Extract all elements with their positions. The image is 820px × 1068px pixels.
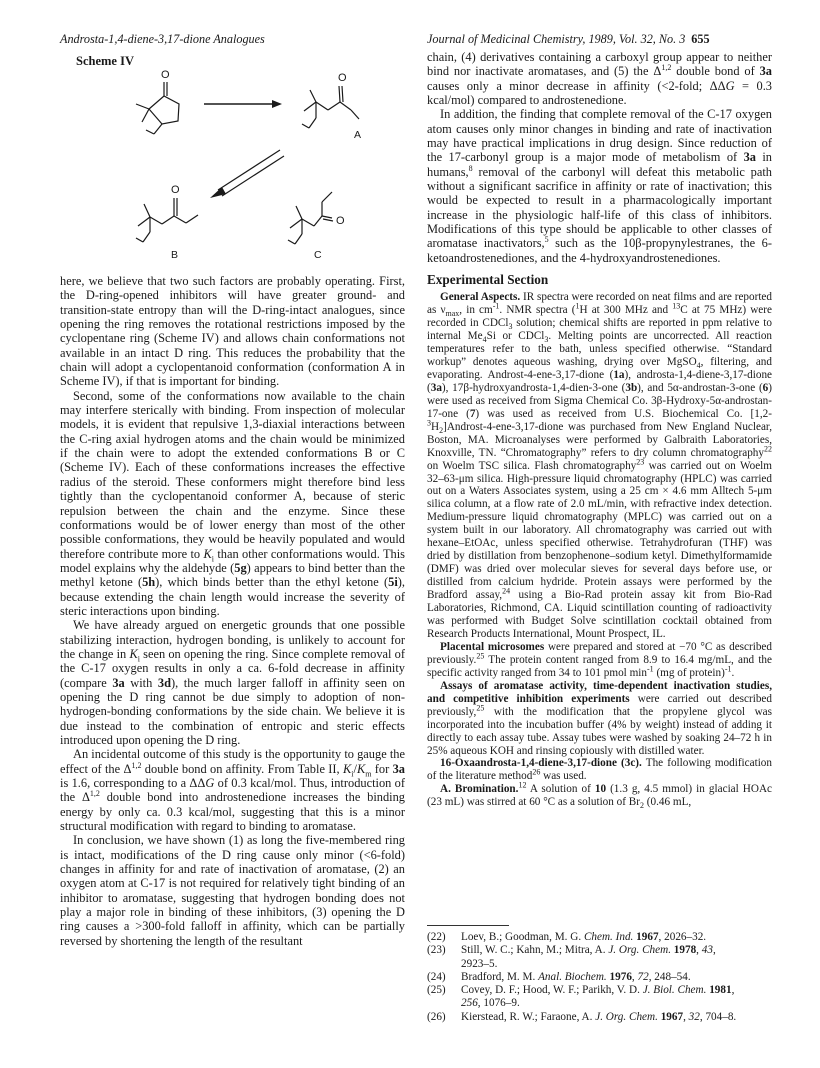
reference-item <box>427 1011 772 1024</box>
reference-number: (22) <box>427 931 446 943</box>
reference-number: (26) <box>427 1010 446 1023</box>
conformation-b-structure <box>136 198 198 242</box>
footnote-divider <box>427 925 509 926</box>
reference-text: Still, W. C.; Kahn, M.; Mitra, A. J. Org. Chem. 1978, 43, 2923–5. <box>461 944 772 971</box>
reference-item <box>427 931 772 944</box>
reference-continuation: 2923–5. <box>461 957 498 970</box>
conformation-c-structure <box>288 192 333 244</box>
reference-text: Covey, D. F.; Hood, W. F.; Parikh, V. D. J. Biol. Chem. 1981, 256, 1076–9. <box>461 984 772 1011</box>
label-a: A <box>354 129 362 141</box>
paragraph: In addition, the finding that complete removal of the C-17 oxygen atom causes only minor changes in binding and rate of inactivation may have practical implications in drug design. Since reduction of the 17-carbonyl group is a major mode of metabolism of 3a in humans,$^8$ removal of the carbonyl will defeat this metabolic path without a significant sacrifice in affinity or rate of inactivation; this would be expected to result in a pharmacologically important increase in the physiologic half-life of this class of inhibitors. Modifications of this type should be applicable to other classes of aromatase inactivators,$^5$ such as the 10β-propynylestranes, the 6-ketoandrostenediones, and the 4-hydroxyandrostenediones. <box>427 107 772 265</box>
running-header-title: Androsta-1,4-diene-3,17-dione Analogues <box>60 32 265 46</box>
atom-o-mid-left: O <box>171 184 180 196</box>
reference-item <box>427 971 772 984</box>
paragraph: Assays of aromatase activity, time-dependent inactivation studies, and competitive inhibition experiments were carried out described previously,$^{25}$ with the modification that the propylene glycol was incorporated into the incubation buffer (4% by weight) instead of adding it directly to each assay tube. Assay tubes were washed by soaking 24–72 h in 25% aqueous KOH and rinsing copiously with distilled water. <box>427 679 772 757</box>
running-header-journal <box>427 32 710 47</box>
scheme-iv-diagram <box>76 66 396 266</box>
page-number: 655 <box>691 32 710 46</box>
paragraph: An incidental outcome of this study is the opportunity to gauge the effect of the Δ$^{1,2}$ double bond on affinity. From Table II, $K_i/K_m$ for 3a is 1.6, corresponding to a ΔΔG of 0.3 kcal/mol. Thus, introduction of the Δ$^{1,2}$ double bond into androstenedione increases the binding energy by only ca. 0.3 kcal/mol, suggesting that this is a minor structural modification with regard to binding to aromatase. <box>60 747 405 834</box>
reaction-arrow-top <box>204 100 282 108</box>
ring-structure-top-left <box>136 82 179 134</box>
paragraph: chain, (4) derivatives containing a carboxyl group appear to neither bind nor inactivate aromatases, and (5) the Δ$^{1,2}$ double bond of 3a causes only a minor decrease in affinity (<2-fold; ΔΔG = 0.3 kcal/mol) compared to androstenedione. <box>427 50 772 108</box>
paragraph: Placental microsomes were prepared and stored at −70 °C as described previously.$^{25}$ The protein content ranged from 8.9 to 16.4 mg/mL, and the specific activity ranged from 34 to 101 pmol $\min^{-1} (mg$ of protein)$^{-1}$. <box>427 640 772 679</box>
reference-text: Loev, B.; Goodman, M. G. Chem. Ind. 1967, 2026–32. <box>461 931 707 943</box>
journal-citation: Journal of Medicinal Chemistry, 1989, Vol. 32, No. 3 <box>427 32 686 46</box>
scheme-title: Scheme IV <box>76 54 134 68</box>
equilibrium-double-arrow <box>210 150 284 198</box>
paragraph: here, we believe that two such factors are probably operating. First, the D-ring-opened inhibitors will have greater ground- and transition-state entropy than will the D-ring-intact analogues, since opening the ring removes the rotational restrictions imposed by the cyclopentane ring (Scheme IV) and allows chain conformations not available in an intact D ring. This reduces the probability that the chain will adopt a cyclopentanoid conformation (conformation A in Scheme IV), if that is important for binding. <box>60 274 405 389</box>
paragraph: 16-Oxaandrosta-1,4-diene-3,17-dione (3c). The following modification of the literature method$^{26}$ was used. <box>427 757 772 783</box>
label-b: B <box>171 249 179 261</box>
conformation-a-structure <box>302 86 359 128</box>
reference-text: Kierstead, R. W.; Faraone, A. J. Org. Chem. 1967, 32, 704–8. <box>461 1010 737 1023</box>
right-column <box>427 50 772 809</box>
paragraph: General Aspects. IR spectra were recorded on neat films and are reported as $\nu_{max}$, in $cm^{-1}$. NMR spectra ($^1$H at 300 MHz and $^{13}$C at 75 MHz) were recorded in CDCl$_3$ solution; chemical shifts are reported in ppm relative to internal $Me_4Si$ or CDCl$_3$. Melting points are uncorrected. All reaction temperatures refer to the bath, unless specified otherwise. “Standard workup” denotes aqueous washing, drying over MgSO$_4$, filtering, and evaporating. Androst-4-ene-3,17-dione (1a), androsta-1,4-diene-3,17-dione (3a), 17β-hydroxyandrosta-1,4-dien-3-one (3b), and 5α-androstan-3-one (6) were used as received from Sigma Chemical Co. 3β-Hydroxy-5α-androstan-17-one (7) was used as received from U.S. Biochemical Co. $[1,2-^3H_2]Androst-4-ene-3,17$-dione was purchased from New England Nuclear, Boston, MA. Microanalyses were performed by Galbraith Laboratories, Knoxville, TN. “Chromatography” refers to dry column chromatography$^{22}$ on Woelm TSC silica. Flash chromatography$^{23}$ was carried out on Woelm 32–63-μm silica. High-pressure liquid chromatography (HPLC) was carried out on a Waters Associates system, using a 25 cm × 4.6 mm Alltech 5-μm silica column, at a flow rate of 2.0 mL/min, with refractive index detection. Medium-pressure liquid chromatography (MPLC) was carried out on a system built in our laboratory. All chromatography was carried out with hexane–EtOAc, unless specified otherwise. Tetrahydrofuran (THF) was dried by distillation from benzophenone–sodium ketyl. Dimethylformamide (DMF) was dried over molecular sieves for several days before use, or distilled from calcium hydride. Protein assays were performed by the Bradford assay,$^{24}$ using a Bio-Rad protein assay kit from Bio-Rad Laboratories, Richmond, CA. Liquid scintillation counting of radioactivity was performed with Budget Solve scintillation cocktail obtained from Research Products International, Mount Prospect, IL. <box>427 291 773 640</box>
paragraph: We have already argued on energetic grounds that one possible stabilizing interaction, hydrogen bonding, is unlikely to account for the change in $K_i$ seen on opening the ring. Since complete removal of the C-17 oxygen results in only a ca. 6-fold decrease in affinity (compare 3a with 3d), the much larger falloff in affinity seen on opening the D ring cannot be due simply to adoption of non-hydrogen-bonding conformations by the side chain. We believe it is due instead to the combination of entropic and steric effects introduced upon opening the D ring. <box>60 618 406 747</box>
paragraph: In conclusion, we have shown (1) as long the five-membered ring is intact, modifications of the D ring cause only minor (<6-fold) changes in affinity for and rate of inactivation of aromatase, (2) an oxygen atom at C-17 is not required for relatively tight binding of an inhibitor to aromatase, suggesting that hydrogen bonding does not play a major role in binding of these inhibitors, (3) opening the D ring causes a >300-fold falloff in affinity, which can be partially reversed by shortening the length of the resultant <box>60 833 405 948</box>
references-footnotes <box>427 925 772 1024</box>
reference-continuation: 256, 1076–9. <box>461 997 520 1010</box>
reference-number: (23) <box>427 944 446 957</box>
reference-number: (25) <box>427 984 446 997</box>
left-column <box>60 274 405 948</box>
section-heading: Experimental Section <box>427 272 549 288</box>
reference-number: (24) <box>427 970 446 983</box>
experimental-section <box>427 291 772 809</box>
atom-o-mid-right: O <box>336 215 345 227</box>
paragraph: A. Bromination.$^{12}$ A solution of 10 (1.3 g, 4.5 mmol) in glacial HOAc (23 mL) was stirred at 60 °C as a solution of $Br_2$ (0.46 mL, <box>427 780 772 811</box>
label-c: C <box>314 249 322 261</box>
reference-item <box>427 984 772 1011</box>
atom-o-top-right: O <box>338 72 347 84</box>
reference-item <box>427 944 772 971</box>
atom-o-top-left: O <box>161 69 170 81</box>
paragraph: Second, some of the conformations now available to the chain may interfere sterically with binding. From inspection of molecular models, it is evident that repulsive 1,3-diaxial interactions between the C-ring axial hydrogen atoms and the chain would be minimized if the chain were to adopt the extended conformations B or C (Scheme IV). Each of these conformations increases the effective radius of the steroid. These conformers might therefore bind less tightly than the cyclopentanoid conformer A, because of steric repulsion between the chain and the enzyme. Since these conformations would be of lower energy than most of the other possible conformations, they would be heavily populated and would therefore contribute more to $K_i$ than other conformations would. This model explains why the aldehyde (5g) appears to bind better than the methyl ketone (5h), which binds better than the ethyl ketone (5i), because extending the chain length would increase the severity of steric interactions upon binding. <box>60 388 406 618</box>
reference-text: Bradford, M. M. Anal. Biochem. 1976, 72, 248–54. <box>461 970 691 983</box>
